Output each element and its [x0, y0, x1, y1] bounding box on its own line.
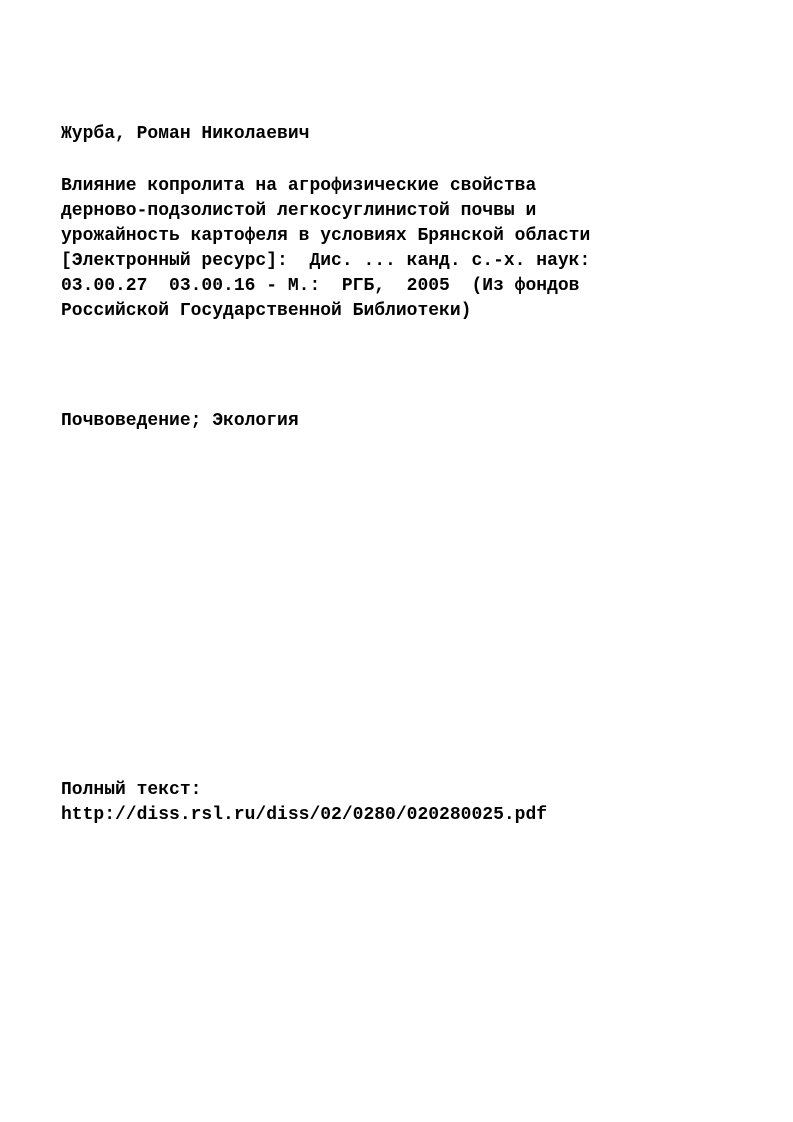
- title-line: [Электронный ресурс]: Дис. ... канд. с.-х. наук:: [61, 251, 591, 271]
- title-line: дерново-подзолистой легкосуглинистой почвы и: [61, 201, 537, 221]
- fulltext-label: Полный текст:: [61, 780, 202, 800]
- title-line: 03.00.27 03.00.16 - М.: РГБ, 2005 (Из фондов: [61, 276, 580, 296]
- title-line: Влияние копролита на агрофизические свойства: [61, 176, 537, 196]
- author-name: Журба, Роман Николаевич: [61, 124, 310, 144]
- fulltext-link[interactable]: http://diss.rsl.ru/diss/02/0280/020280025.pdf: [61, 805, 548, 825]
- subject-headings: Почвоведение; Экология: [61, 411, 299, 431]
- title-line: урожайность картофеля в условиях Брянской области: [61, 226, 591, 246]
- bibliographic-description: [61, 174, 590, 324]
- title-line: Российской Государственной Библиотеки): [61, 301, 472, 321]
